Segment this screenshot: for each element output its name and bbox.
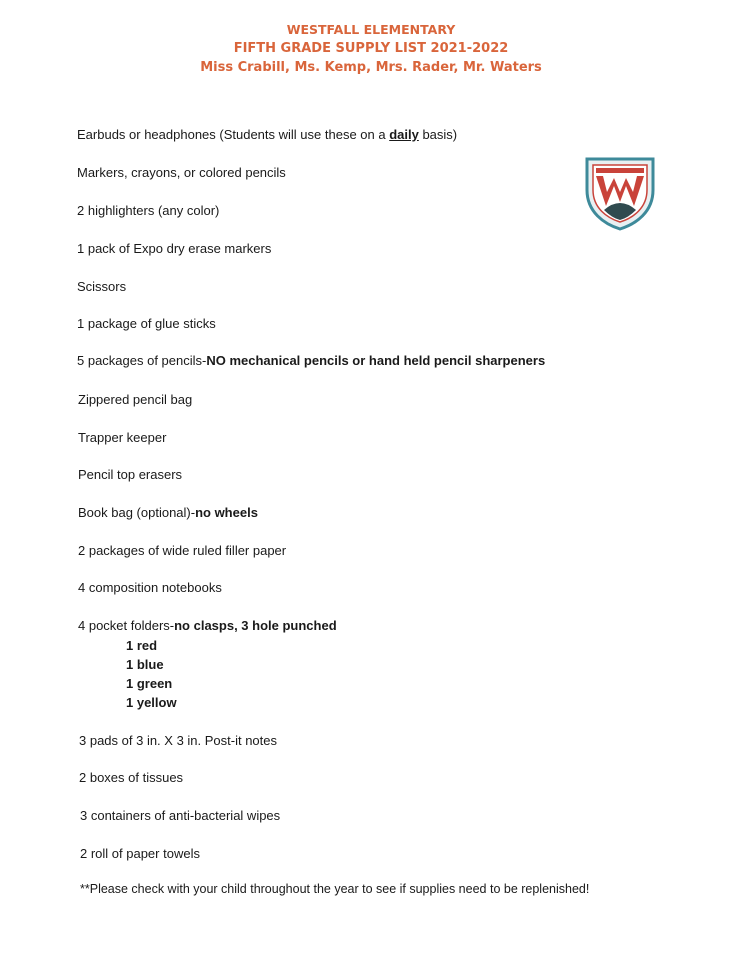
item-earbuds <box>77 127 457 142</box>
item-pencil-bag: Zippered pencil bag <box>78 392 193 407</box>
item-pencils-text: 5 packages of pencils- <box>77 353 207 368</box>
item-earbuds-text: Earbuds or headphones (Students will use these on a <box>77 127 390 142</box>
folder-color-red: 1 red <box>126 638 158 653</box>
item-glue-sticks: 1 package of glue sticks <box>77 316 216 331</box>
item-pocket-folders <box>78 618 337 633</box>
item-earbuds-text-end: basis) <box>418 127 458 142</box>
folder-color-green: 1 green <box>126 676 173 691</box>
item-earbuds-emphasis: daily <box>389 127 419 142</box>
item-expo-markers: 1 pack of Expo dry erase markers <box>77 241 272 256</box>
item-pencils <box>77 353 545 368</box>
item-post-it-notes: 3 pads of 3 in. X 3 in. Post-it notes <box>79 733 278 748</box>
item-wipes: 3 containers of anti-bacterial wipes <box>80 808 281 823</box>
item-folders-bold: no clasps, 3 hole punched <box>174 618 337 633</box>
folder-color-yellow: 1 yellow <box>126 695 177 710</box>
footer-note: **Please check with your child throughout the year to see if supplies need to be replenished! <box>80 882 590 896</box>
item-folders-text: 4 pocket folders- <box>78 618 175 633</box>
item-pencils-bold: NO mechanical pencils or hand held pencil sharpeners <box>206 353 546 368</box>
item-markers: Markers, crayons, or colored pencils <box>77 165 286 180</box>
school-shield-logo <box>584 156 656 232</box>
folder-color-blue: 1 blue <box>126 657 164 672</box>
teacher-names: Miss Crabill, Ms. Kemp, Mrs. Rader, Mr. Waters <box>200 60 542 75</box>
item-highlighters: 2 highlighters (any color) <box>77 203 220 218</box>
list-title: FIFTH GRADE SUPPLY LIST 2021-2022 <box>233 41 509 56</box>
item-filler-paper: 2 packages of wide ruled filler paper <box>78 543 287 558</box>
item-scissors: Scissors <box>77 279 127 294</box>
item-erasers: Pencil top erasers <box>78 467 183 482</box>
item-paper-towels: 2 roll of paper towels <box>80 846 200 861</box>
school-name: WESTFALL ELEMENTARY <box>286 22 456 37</box>
item-trapper-keeper: Trapper keeper <box>78 430 167 445</box>
document-header <box>0 20 742 77</box>
item-tissues: 2 boxes of tissues <box>79 770 184 785</box>
item-composition-notebooks: 4 composition notebooks <box>78 580 222 595</box>
item-book-bag <box>78 505 258 520</box>
item-book-bag-text: Book bag (optional)- <box>78 505 196 520</box>
item-book-bag-bold: no wheels <box>195 505 258 520</box>
